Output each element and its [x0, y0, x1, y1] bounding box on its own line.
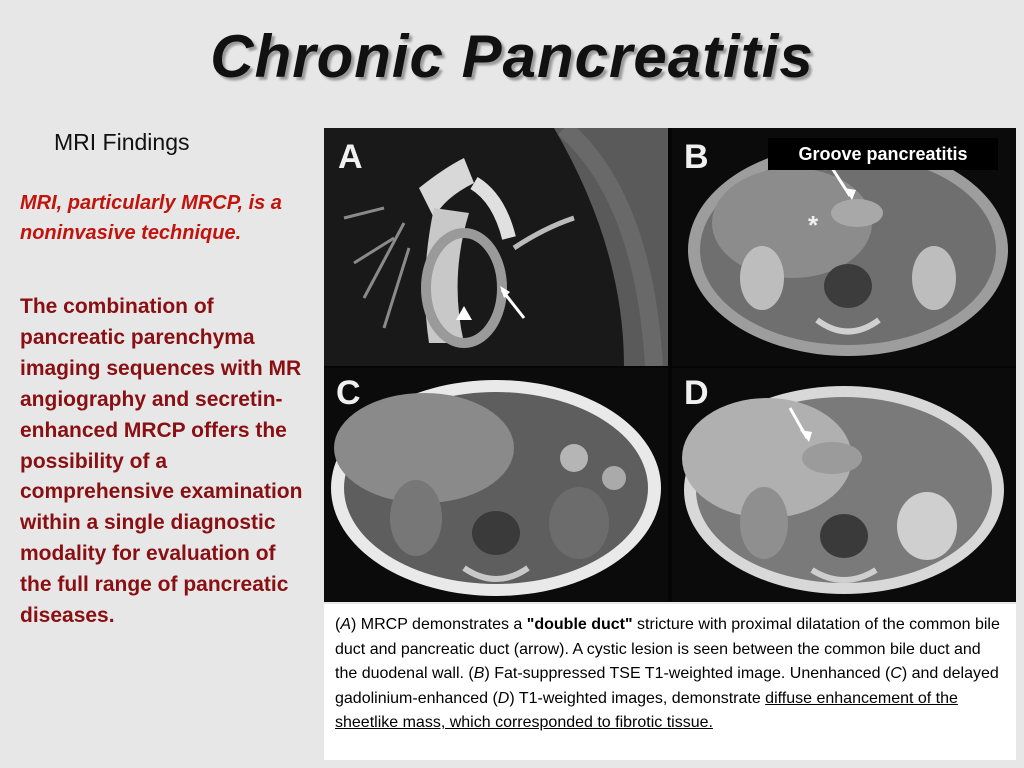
caption-part-2: ) MRCP demonstrates a [351, 616, 527, 633]
caption-part-4: ) Fat-suppressed TSE T1-weighted image. Unenhanced ( [484, 665, 891, 682]
caption-part-1: ( [335, 616, 341, 633]
caption-part-3: stricture with proximal dilatation of the common bile duct and pancreatic duct (arrow). A cystic lesion is seen between the common bile duct and the duodenal wall. ( [335, 616, 1000, 682]
caption-double-duct: "double duct" [526, 616, 633, 633]
mri-figure [324, 128, 1016, 602]
panel-d-enhanced-image [672, 368, 1016, 602]
panel-a-mrcp-image [324, 128, 668, 366]
slide-title: Chronic Pancreatitis [210, 23, 814, 90]
subheading: MRI Findings [54, 129, 190, 155]
groove-pancreatitis-tag: Groove pancreatitis [768, 138, 998, 170]
asterisk-marker: * [808, 210, 819, 240]
panel-a-label: A [338, 138, 363, 176]
caption-part-5: ) and delayed gadolinium-enhanced ( [335, 665, 999, 707]
caption-letter-b: B [473, 665, 485, 682]
caption-part-6: ) T1-weighted images, demonstrate [509, 689, 766, 707]
caption-underlined-finding: diffuse enhancement of the sheetlike mass, which corresponded to fibrotic tissue. [335, 689, 958, 731]
panel-c-label: C [336, 374, 361, 412]
caption-letter-d: D [497, 689, 510, 707]
caption-letter-c: C [890, 665, 902, 682]
body-text: The combination of pancreatic parenchyma imaging sequences with MR angiography and secretin-enhanced MRCP offers the possibility of a comprehensive examination within a single diagnostic modality for evaluation of the full range of pancreatic diseases. [20, 295, 303, 628]
caption-letter-a: A [340, 616, 351, 633]
panel-d-label: D [684, 374, 709, 412]
panel-b-label: B [684, 138, 709, 176]
figure-caption [324, 604, 1016, 760]
panel-c-unenhanced-image [324, 368, 668, 602]
lead-text: MRI, particularly MRCP, is a noninvasive technique. [20, 192, 282, 244]
